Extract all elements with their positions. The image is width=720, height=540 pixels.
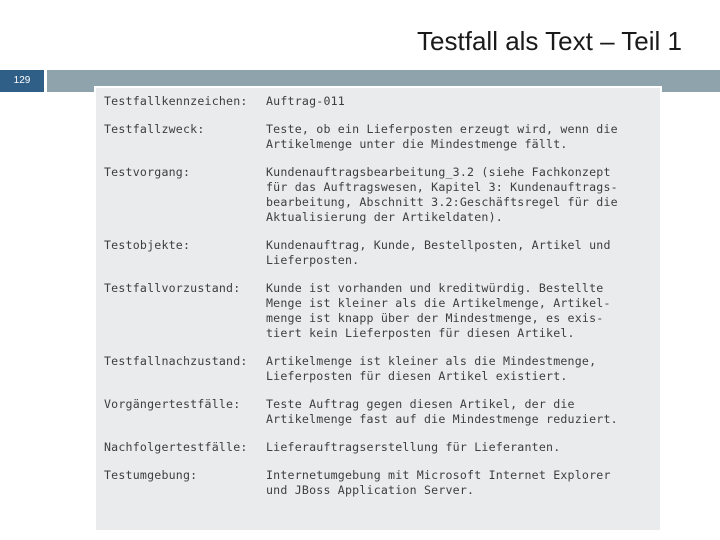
slide-title: Testfall als Text – Teil 1 bbox=[417, 26, 682, 56]
field-value-line: tiert kein Lieferposten für diesen Artikel. bbox=[266, 326, 575, 340]
field-label: Testumgebung: bbox=[104, 468, 198, 482]
field-value bbox=[266, 165, 654, 225]
test-case-field-row bbox=[104, 281, 654, 341]
test-case-field-row bbox=[104, 468, 654, 498]
field-value bbox=[266, 440, 654, 455]
field-label: Testvorgang: bbox=[104, 165, 191, 179]
field-value-line: Aktualisierung der Artikeldaten). bbox=[266, 210, 503, 224]
field-value bbox=[266, 281, 654, 341]
test-case-field-row bbox=[104, 94, 654, 109]
field-value-line: Auftrag-011 bbox=[266, 94, 345, 108]
field-label: Testfallnachzustand: bbox=[104, 354, 248, 368]
field-value-line: Internetumgebung mit Microsoft Internet Explorer bbox=[266, 468, 611, 482]
field-value-line: Artikelmenge ist kleiner als die Mindestmenge, bbox=[266, 354, 597, 368]
field-value-line: Teste Auftrag gegen diesen Artikel, der die bbox=[266, 397, 575, 411]
field-value-line: Kundenauftragsbearbeitung_3.2 (siehe Fachkonzept bbox=[266, 165, 611, 179]
field-value-line: Menge ist kleiner als die Artikelmenge, Artikel- bbox=[266, 296, 611, 310]
field-value-line: Kunde ist vorhanden und kreditwürdig. Bestellte bbox=[266, 281, 604, 295]
field-value bbox=[266, 94, 654, 109]
field-value-line: Lieferposten. bbox=[266, 253, 360, 267]
field-label: Testfallvorzustand: bbox=[104, 281, 241, 295]
field-value-line: Kundenauftrag, Kunde, Bestellposten, Artikel und bbox=[266, 238, 611, 252]
page-number-divider bbox=[44, 70, 47, 92]
page-number-badge: 129 bbox=[0, 70, 44, 92]
test-case-field-row bbox=[104, 440, 654, 455]
field-value-line: Lieferposten für diesen Artikel existiert. bbox=[266, 369, 568, 383]
test-case-field-row bbox=[104, 354, 654, 384]
field-label: Vorgängertestfälle: bbox=[104, 397, 241, 411]
test-case-field-row bbox=[104, 122, 654, 152]
test-case-text-box bbox=[94, 86, 662, 532]
field-value bbox=[266, 354, 654, 384]
test-case-fields bbox=[104, 94, 654, 524]
field-value-line: Artikelmenge unter die Mindestmenge fällt. bbox=[266, 137, 568, 151]
field-value-line: Lieferauftragserstellung für Lieferanten. bbox=[266, 440, 561, 454]
field-value-line: Teste, ob ein Lieferposten erzeugt wird, wenn die bbox=[266, 122, 618, 136]
test-case-field-row bbox=[104, 165, 654, 225]
field-value bbox=[266, 468, 654, 498]
test-case-field-row bbox=[104, 238, 654, 268]
field-value-line: Artikelmenge fast auf die Mindestmenge reduziert. bbox=[266, 412, 618, 426]
field-label: Testobjekte: bbox=[104, 238, 191, 252]
test-case-field-row bbox=[104, 397, 654, 427]
field-value bbox=[266, 122, 654, 152]
field-label: Testfallkennzeichen: bbox=[104, 94, 248, 108]
field-label: Testfallzweck: bbox=[104, 122, 205, 136]
field-label: Nachfolgertestfälle: bbox=[104, 440, 248, 454]
field-value bbox=[266, 238, 654, 268]
field-value bbox=[266, 397, 654, 427]
field-value-line: bearbeitung, Abschnitt 3.2:Geschäftsregel für die bbox=[266, 195, 618, 209]
field-value-line: für das Auftragswesen, Kapitel 3: Kundenauftrags- bbox=[266, 180, 618, 194]
field-value-line: und JBoss Application Server. bbox=[266, 483, 475, 497]
field-value-line: menge ist knapp über der Mindestmenge, es exis- bbox=[266, 311, 604, 325]
